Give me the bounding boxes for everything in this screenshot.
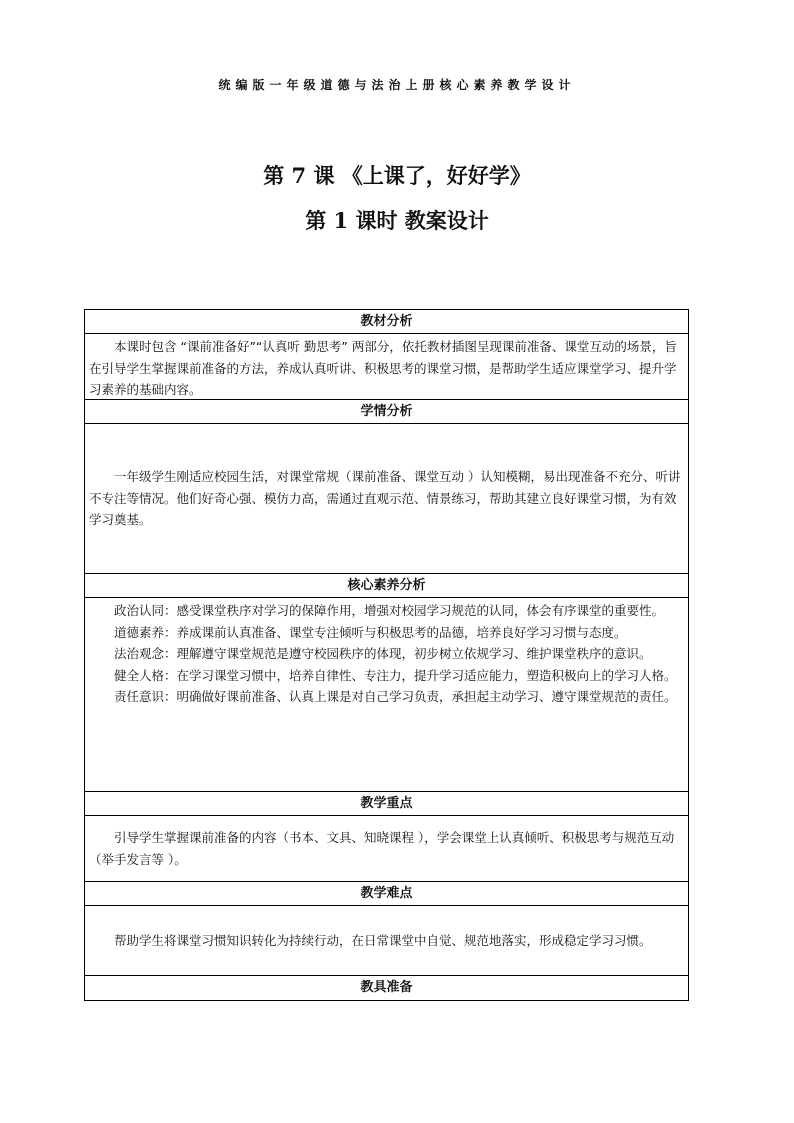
section-body-teaching-difficulty: [85, 906, 688, 976]
paragraph: 一年级学生刚适应校园生活，对课堂常规（课前准备、课堂互动 ）认知模糊，易出现准备不充分、听讲不专注等情况。他们好奇心强、模仿力高，需通过直观示范、情景练习，帮助其建立良好课堂习惯，为有效学习奠基。: [89, 469, 681, 528]
section-body-core-literacy: [85, 598, 688, 792]
paragraph: 本课时包含 “课前准备好”“认真听 勤思考” 两部分，依托教材插图呈现课前准备、课堂互动的场景，旨在引导学生掌握课前准备的方法，养成认真听讲、积极思考的课堂习惯，是帮助学生适应课堂学习、提升学习素养的基础内容。: [89, 339, 677, 397]
lesson-title: 第 7 课 《上课了，好好学》: [263, 163, 531, 188]
section-heading-core-literacy: 核心素养分析: [85, 574, 688, 598]
section-body-textbook-analysis: [85, 334, 688, 400]
paragraph-rule-of-law: 法治观念：理解遵守课堂规范是遵守校园秩序的体现，初步树立依规学习、维护课堂秩序的意识。: [114, 646, 652, 661]
section-body-teaching-focus: [85, 816, 688, 882]
paragraph-sound-personality: 健全人格：在学习课堂习惯中，培养自律性、专注力，提升学习适应能力，塑造积极向上的学习人格。: [114, 667, 677, 683]
lesson-plan-table: [84, 309, 689, 1001]
section-body-student-analysis: [85, 424, 688, 574]
paragraph-responsibility: 责任意识：明确做好课前准备、认真上课是对自己学习负责，承担起主动学习、遵守课堂规范的责任。: [114, 689, 677, 704]
paragraph: 帮助学生将课堂习惯知识转化为持续行动，在日常课堂中自觉、规范地落实，形成稳定学习习惯。: [114, 932, 652, 948]
section-heading-teaching-focus: 教学重点: [85, 792, 688, 816]
paragraph-moral-literacy: 道德素养：养成课前认真准备、课堂专注倾听与积极思考的品德，培养良好学习习惯与态度。: [114, 624, 627, 640]
section-heading-teaching-difficulty: 教学难点: [85, 882, 688, 906]
section-heading-textbook-analysis: 教材分析: [85, 310, 688, 334]
paragraph: 引导学生掌握课前准备的内容（书本、文具、知晓课程 ），学会课堂上认真倾听、积极思考与规范互动（举手发言等 ）。: [89, 830, 675, 867]
paragraph-political-identity: 政治认同：感受课堂秩序对学习的保障作用，增强对校园学习规范的认同，体会有序课堂的重要性。: [114, 603, 665, 618]
document-header: 统编版一年级道德与法治上册核心素养教学设计: [218, 78, 576, 92]
section-heading-teaching-aids: 教具准备: [360, 980, 413, 995]
lesson-subtitle: 第 1 课时 教案设计: [305, 208, 489, 233]
section-heading-student-analysis: 学情分析: [85, 400, 688, 424]
